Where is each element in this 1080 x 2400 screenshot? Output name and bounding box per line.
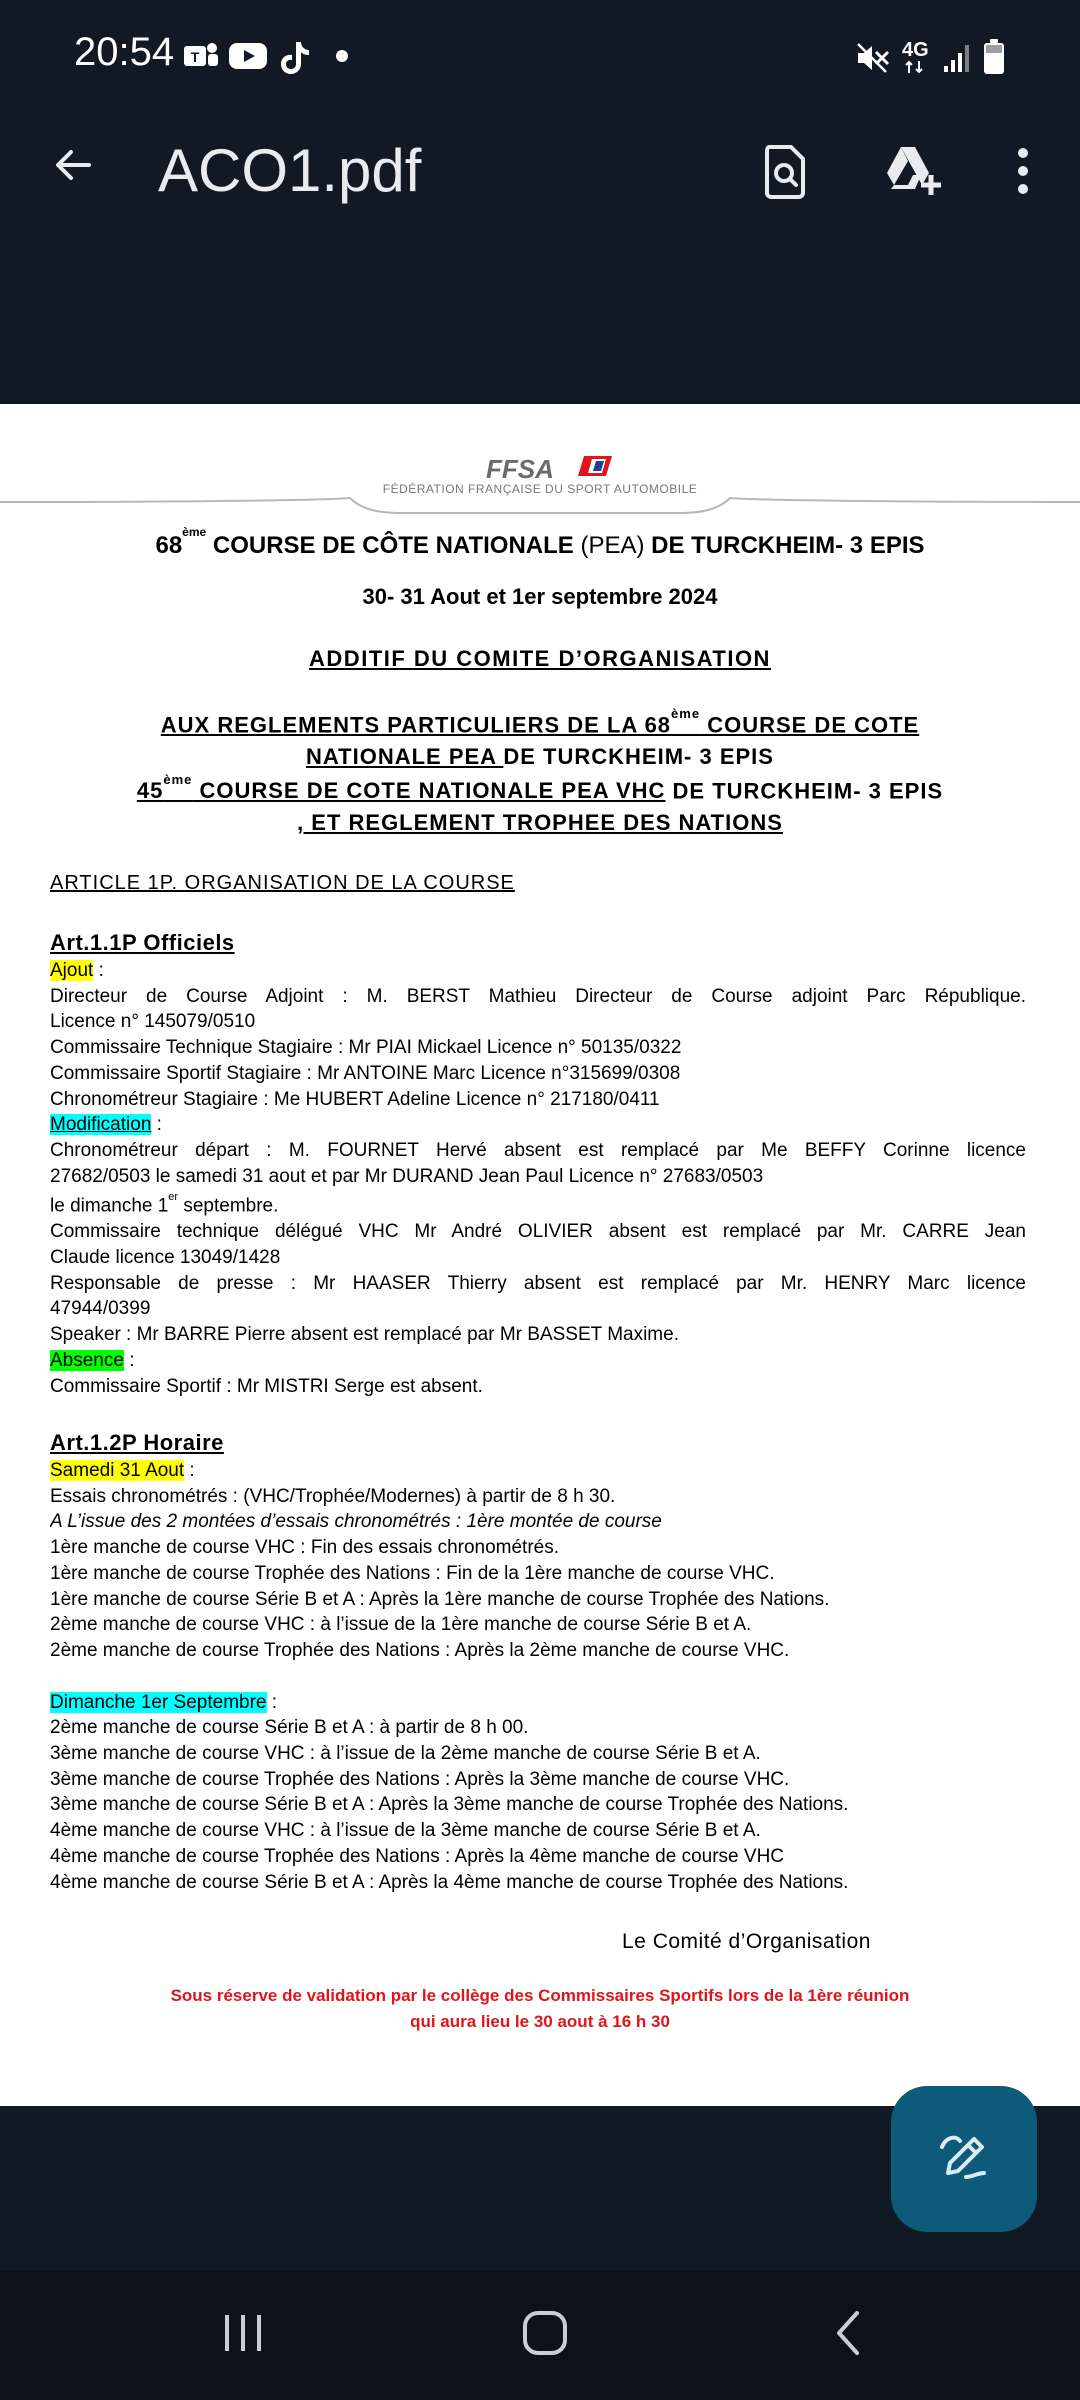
text-line: 47944/0399 <box>50 1298 151 1320</box>
label-suffix: : <box>151 1114 162 1136</box>
title-location: DE TURCKHEIM- 3 EPIS <box>651 532 925 559</box>
section-heading: Art.1.2P Horaire <box>50 1430 224 1455</box>
title-main: COURSE DE CÔTE NATIONALE <box>212 532 574 559</box>
label-suffix: : <box>184 1460 195 1481</box>
spacer <box>50 1664 1026 1690</box>
text-line: 1ère manche de course VHC : Fin des essais chronométrés. <box>50 1537 560 1559</box>
app-bar <box>0 118 1080 404</box>
section-officiels <box>50 928 1026 1399</box>
regulation-ordinal: ème <box>163 772 193 787</box>
regulation-line-4: , ET REGLEMENT TROPHEE DES NATIONS <box>297 810 783 835</box>
battery-icon <box>982 38 1006 81</box>
additif-title: ADDITIF DU COMITE D’ORGANISATION <box>309 646 771 671</box>
more-options-button[interactable] <box>978 128 1068 218</box>
title-ordinal: ème <box>182 525 207 539</box>
mute-icon <box>856 42 890 79</box>
text-line: Licence n° 145079/0510 <box>50 1011 256 1033</box>
reserve-note-line-2: qui aura lieu le 30 aout à 16 h 30 <box>410 2012 670 2031</box>
text-line: 27682/0503 le samedi 31 aout et par Mr DURAND Jean Paul Licence n° 27683/0503 <box>50 1165 764 1187</box>
text-line: Commissaire Sportif : Mr MISTRI Serge est absent. <box>50 1375 483 1397</box>
samedi-label: Samedi 31 Aout <box>50 1460 185 1481</box>
absence-label-line <box>50 1348 1026 1374</box>
document-title: ACO1.pdf <box>158 137 422 204</box>
search-document-icon <box>761 143 809 204</box>
regulation-text: DE TURCKHEIM- 3 EPIS <box>665 778 944 804</box>
text-line: Commissaire technique délégué VHC Mr André OLIVIER absent est remplacé par Mr. CARRE Jean <box>50 1221 1026 1243</box>
text-line: Speaker : Mr BARRE Pierre absent est remplacé par Mr BASSET Maxime. <box>50 1324 679 1346</box>
text-line: 3ème manche de course Trophée des Nations : Après la 3ème manche de course VHC. <box>50 1768 790 1790</box>
text-line: Chronométreur Stagiaire : Me HUBERT Adeline Licence n° 217180/0411 <box>50 1088 660 1110</box>
dimanche-label-line <box>50 1690 1026 1716</box>
regulation-text: AUX REGLEMENTS PARTICULIERS DE LA 68 <box>160 712 672 738</box>
svg-text:T: T <box>190 49 200 65</box>
text-line: Responsable de presse : Mr HAASER Thierry absent est remplacé par Mr. HENRY Marc licence <box>50 1272 1026 1294</box>
youtube-icon <box>228 40 268 77</box>
title-number: 68 <box>155 532 183 559</box>
label-suffix: : <box>93 960 104 981</box>
ajout-label: Ajout <box>50 960 94 981</box>
logo-subtitle: FÉDÉRATION FRANÇAISE DU SPORT AUTOMOBILE <box>382 482 698 496</box>
search-in-document-button[interactable] <box>740 128 830 218</box>
regulation-text: COURSE DE COTE <box>700 712 920 738</box>
text-line: A L’issue des 2 montées d’essais chronométrés : 1ère montée de course <box>50 1511 662 1533</box>
status-bar <box>0 0 1080 118</box>
signature: Le Comité d’Organisation <box>622 1930 871 1953</box>
reserve-note-line-1: Sous réserve de validation par le collège des Commissaires Sportifs lors de la 1ère réunion <box>170 1986 910 2005</box>
edit-pen-icon <box>934 2127 994 2192</box>
text-line: Commissaire Sportif Stagiaire : Mr ANTOINE Marc Licence n°315699/0308 <box>50 1062 681 1084</box>
recents-button[interactable] <box>163 2270 323 2400</box>
back-button[interactable] <box>28 122 118 212</box>
label-suffix: : <box>123 1349 135 1371</box>
text-fragment: le dimanche 1 <box>50 1195 169 1217</box>
drive-add-icon <box>883 145 943 202</box>
regulation-text: DE TURCKHEIM- 3 EPIS <box>503 744 774 769</box>
teams-icon <box>182 40 220 77</box>
text-line: 1ère manche de course Trophée des Nations : Fin de la 1ère manche de course VHC. <box>50 1562 775 1584</box>
text-line: 4ème manche de course Trophée des Nations : Après la 4ème manche de course VHC <box>50 1845 785 1867</box>
back-arrow-icon <box>49 141 97 194</box>
label-suffix: : <box>266 1691 278 1713</box>
text-line: Directeur de Course Adjoint : M. BERST Mathieu Directeur de Course adjoint Parc République. <box>50 985 1026 1007</box>
modification-label-line <box>50 1112 1026 1138</box>
dimanche-label: Dimanche 1er Septembre <box>50 1691 267 1713</box>
regulation-text: COURSE DE COTE NATIONALE PEA VHC <box>192 778 666 804</box>
add-to-drive-button[interactable] <box>868 128 958 218</box>
data-arrows-icon <box>904 60 926 79</box>
tiktok-icon <box>278 40 312 81</box>
regulation-ordinal: ème <box>671 706 701 721</box>
ajout-label-line <box>50 958 1026 984</box>
text-line: 4ème manche de course VHC : à l’issue de la 3ème manche de course Série B et A. <box>50 1820 761 1842</box>
text-line: Essais chronométrés : (VHC/Trophée/Modernes) à partir de 8 h 30. <box>50 1485 616 1507</box>
text-line: 3ème manche de course Série B et A : Après la 3ème manche de course Trophée des Nations. <box>50 1794 849 1816</box>
back-icon <box>833 2309 863 2362</box>
modification-label: Modification <box>50 1114 152 1136</box>
system-nav-bar <box>0 2270 1080 2400</box>
ffsa-logo-text: FFSA <box>486 454 554 484</box>
signal-icon <box>942 42 972 79</box>
text-line: 2ème manche de course Série B et A : à partir de 8 h 00. <box>50 1717 529 1739</box>
text-line: 3ème manche de course VHC : à l’issue de la 2ème manche de course Série B et A. <box>50 1743 761 1765</box>
section-heading: Art.1.1P Officiels <box>50 930 235 955</box>
status-time: 20:54 <box>74 30 175 74</box>
title-pea: (PEA) <box>580 532 645 559</box>
text-line: 2ème manche de course Trophée des Nations : Après la 2ème manche de course VHC. <box>50 1639 790 1661</box>
back-nav-button[interactable] <box>768 2270 928 2400</box>
more-vert-icon <box>1015 145 1031 202</box>
regulation-text: 45 <box>136 778 164 804</box>
network-type: 4G <box>902 39 929 61</box>
text-line: Commissaire Technique Stagiaire : Mr PIAI Mickael Licence n° 50135/0322 <box>50 1037 682 1059</box>
edit-fab-button[interactable] <box>891 2086 1037 2232</box>
section-horaire <box>50 1428 1026 1895</box>
event-dates: 30- 31 Aout et 1er septembre 2024 <box>362 584 718 609</box>
document-title-line <box>0 525 1080 560</box>
absence-label: Absence <box>50 1349 124 1371</box>
text-fragment: septembre. <box>178 1195 279 1217</box>
regulation-line-3 <box>0 772 1080 804</box>
pdf-page[interactable] <box>0 404 1080 2106</box>
article-heading: ARTICLE 1P. ORGANISATION DE LA COURSE <box>50 872 515 894</box>
recents-icon <box>221 2311 265 2360</box>
text-line: Chronométreur départ : M. FOURNET Hervé absent est remplacé par Me BEFFY Corinne licence <box>50 1139 1026 1161</box>
regulation-line-1 <box>0 706 1080 738</box>
text-line: Claude licence 13049/1428 <box>50 1247 281 1269</box>
regulation-text: NATIONALE PEA <box>306 744 504 769</box>
notification-dot <box>336 50 348 62</box>
ordinal: er <box>168 1191 179 1204</box>
home-icon <box>522 2310 568 2361</box>
text-line <box>50 1189 1026 1219</box>
text-line: 1ère manche de course Série B et A : Après la 1ère manche de course Trophée des Nations. <box>50 1588 830 1610</box>
regulation-line-2 <box>0 744 1080 770</box>
samedi-label-line <box>50 1458 1026 1484</box>
text-line: 4ème manche de course Série B et A : Après la 4ème manche de course Trophée des Nations. <box>50 1871 849 1893</box>
text-line: 2ème manche de course VHC : à l’issue de la 1ère manche de course Série B et A. <box>50 1614 752 1636</box>
home-button[interactable] <box>465 2270 625 2400</box>
